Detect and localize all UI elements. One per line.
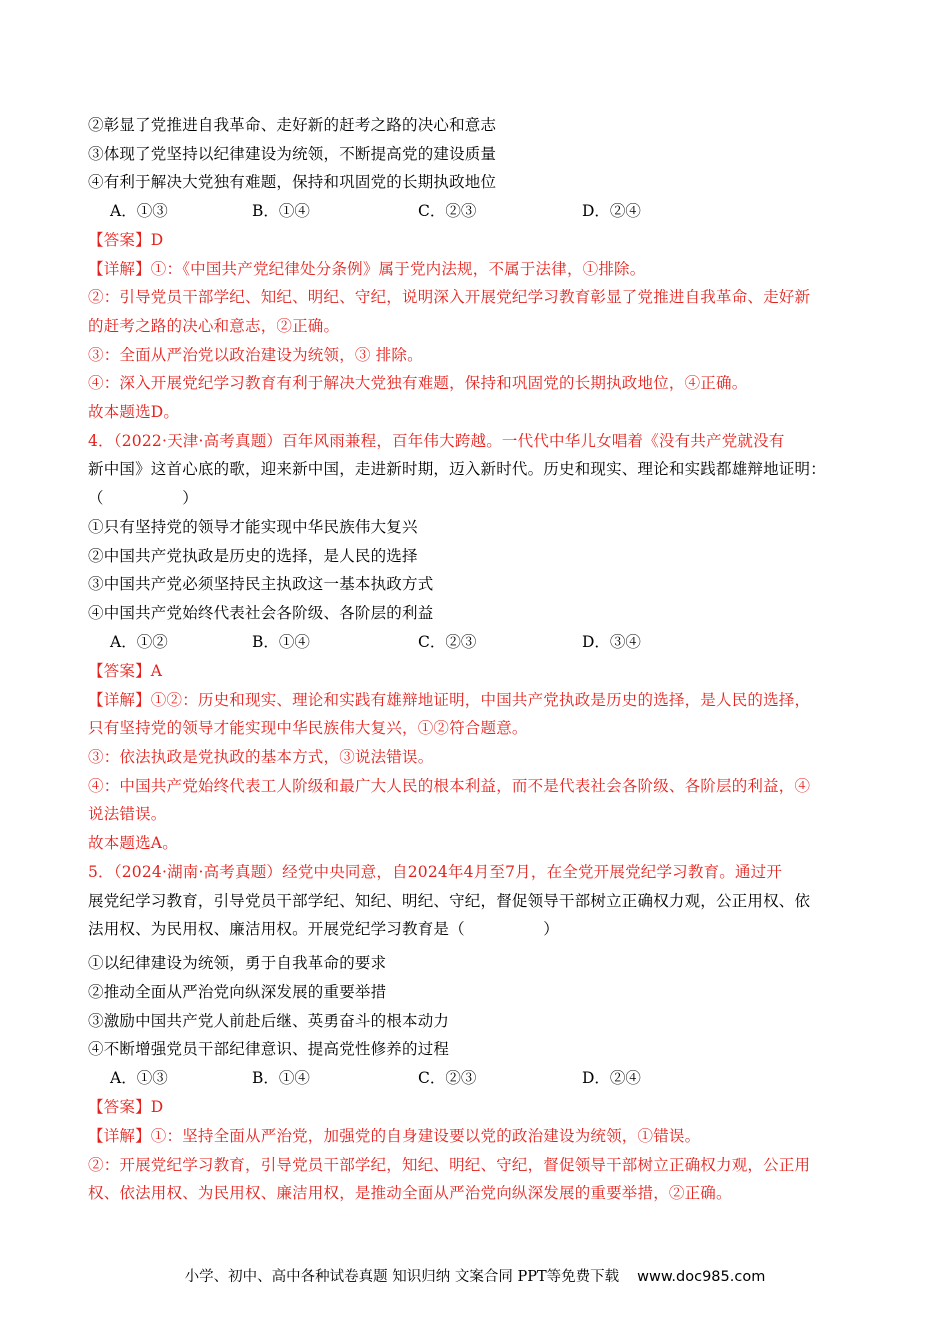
q4-stem-line-1: 4．（2022·天津·高考真题）百年风雨兼程，百年伟大跨越。一代代中华儿女唱着《没有共产党就没有	[88, 432, 785, 450]
q4-stem-2: 新中国》这首心底的歌，迎来新中国，走进新时期，迈入新时代。历史和现实、理论和实践都雄辩地证明：	[88, 460, 826, 478]
q5-explain-3: 权、依法用权、为民用权、廉洁用权，是推动全面从严治党向纵深发展的重要举措，②正确。	[88, 1184, 732, 1202]
q3-conclusion: 故本题选D。	[88, 403, 180, 421]
q3-explain-3: 的赶考之路的决心和意志，②正确。	[88, 317, 340, 335]
q3-option-b: B．①④	[252, 202, 310, 220]
q5-statement-2: ②推动全面从严治党向纵深发展的重要举措	[88, 983, 387, 1001]
q3-option-a: A．①③	[110, 202, 168, 220]
q4-option-a: A．①②	[110, 633, 168, 651]
q4-option-c: C．②③	[418, 633, 477, 651]
q3-statement-3: ③体现了党坚持以纪律建设为统领，不断提高党的建设质量	[88, 145, 497, 163]
q5-option-c: C．②③	[418, 1069, 477, 1087]
q5-stem-2: 展党纪学习教育，引导党员干部学纪、知纪、明纪、守纪，督促领导干部树立正确权力观，公正用权、依	[88, 892, 811, 910]
footer-text: 小学、初中、高中各种试卷真题 知识归纳 文案合同 PPT等免费下载	[184, 1269, 620, 1285]
q3-statement-2: ②彰显了党推进自我革命、走好新的赶考之路的决心和意志	[88, 116, 497, 134]
q4-answer: 【答案】A	[88, 662, 163, 680]
q4-option-b: B．①④	[252, 633, 310, 651]
q3-answer: 【答案】D	[88, 231, 164, 249]
q3-statement-4: ④有利于解决大党独有难题，保持和巩固党的长期执政地位	[88, 173, 497, 191]
q3-explain-5: ④：深入开展党纪学习教育有利于解决大党独有难题，保持和巩固党的长期执政地位，④正确。	[88, 374, 748, 392]
q5-option-b: B．①④	[252, 1069, 310, 1087]
q4-blank: （ ）	[88, 489, 198, 507]
q4-option-d: D．③④	[582, 633, 641, 651]
q5-explain-1: 【详解】①：坚持全面从严治党，加强党的自身建设要以党的政治建设为统领，①错误。	[88, 1127, 701, 1145]
q4-explain-2: 只有坚持党的领导才能实现中华民族伟大复兴，①②符合题意。	[88, 719, 528, 737]
q3-option-d: D．②④	[582, 202, 641, 220]
q5-stem-3: 法用权、为民用权、廉洁用权。开展党纪学习教育是（ ）	[88, 920, 560, 938]
q4-stem-1	[88, 430, 785, 452]
q4-statement-2: ②中国共产党执政是历史的选择，是人民的选择	[88, 547, 418, 565]
q4-explain-1: 【详解】①②：历史和现实、理论和实践有雄辩地证明，中国共产党执政是历史的选择，是人民的选择，	[88, 691, 811, 709]
q5-explain-2: ②：开展党纪学习教育，引导党员干部学纪，知纪、明纪、守纪，督促领导干部树立正确权力观，公正用	[88, 1156, 811, 1174]
q5-stem-1: 5．（2024·湖南·高考真题）经党中央同意，自2024年4月至7月，在全党开展党纪学习教育。通过开	[88, 863, 783, 881]
q3-explain-2: ②：引导党员干部学纪、知纪、明纪、守纪，说明深入开展党纪学习教育彰显了党推进自我革命、走好新	[88, 288, 811, 306]
q4-statement-4: ④中国共产党始终代表社会各阶级、各阶层的利益	[88, 604, 434, 622]
footer-url[interactable]: www.doc985.com	[637, 1269, 766, 1285]
q5-statement-3: ③激励中国共产党人前赴后继、英勇奋斗的根本动力	[88, 1012, 450, 1030]
q5-option-a: A．①③	[110, 1069, 168, 1087]
q5-answer: 【答案】D	[88, 1098, 164, 1116]
q3-explain-4: ③：全面从严治党以政治建设为统领，③ 排除。	[88, 346, 423, 364]
q3-option-c: C．②③	[418, 202, 477, 220]
q5-option-d: D．②④	[582, 1069, 641, 1087]
q4-statement-1: ①只有坚持党的领导才能实现中华民族伟大复兴	[88, 518, 418, 536]
page-footer	[0, 1267, 950, 1287]
q4-explain-4: ④：中国共产党始终代表工人阶级和最广大人民的根本利益，而不是代表社会各阶级、各阶层的利益，④	[88, 777, 811, 795]
q4-explain-5: 说法错误。	[88, 805, 167, 823]
q5-statement-1: ①以纪律建设为统领，勇于自我革命的要求	[88, 954, 387, 972]
q4-conclusion: 故本题选A。	[88, 834, 178, 852]
q3-explain-1: 【详解】①：《中国共产党纪律处分条例》属于党内法规，不属于法律，①排除。	[88, 260, 646, 278]
q5-statement-4: ④不断增强党员干部纪律意识、提高党性修养的过程	[88, 1040, 450, 1058]
q4-statement-3: ③中国共产党必须坚持民主执政这一基本执政方式	[88, 575, 434, 593]
q4-explain-3: ③：依法执政是党执政的基本方式，③说法错误。	[88, 748, 434, 766]
